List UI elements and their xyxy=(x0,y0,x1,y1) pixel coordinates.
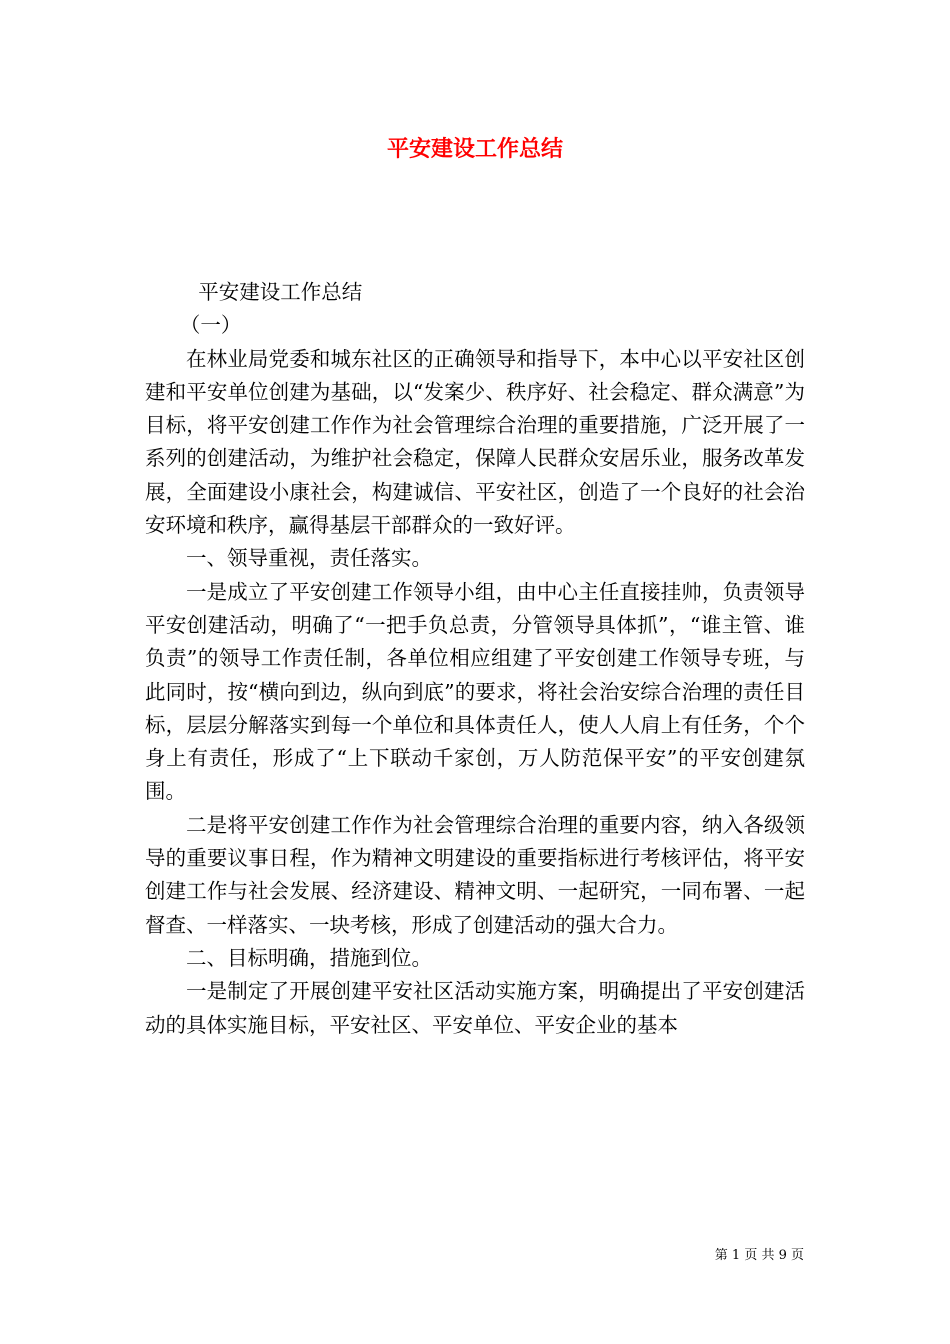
page-number: 第 1 页 共 9 页 xyxy=(714,1248,804,1263)
document-subtitle: 平安建设工作总结 xyxy=(198,280,363,304)
document-title: 平安建设工作总结 xyxy=(386,136,563,162)
document-body xyxy=(145,276,805,1042)
section-heading: 一、领导重视，责任落实。 xyxy=(186,546,432,571)
paragraph: 二是将平安创建工作作为社会管理综合治理的重要内容，纳入各级领导的重要议事日程，作为精神文明建设的重要指标进行考核评估，将平安创建工作与社会发展、经济建设、精神文明、一起研究，一同布署、一起督查、一样落实、一块考核，形成了创建活动的强大合力。 xyxy=(145,812,805,937)
section-mark: （一） xyxy=(179,313,242,338)
paragraph: 一是制定了开展创建平安社区活动实施方案，明确提出了平安创建活动的具体实施目标，平安社区、平安单位、平安企业的基本 xyxy=(145,979,805,1037)
paragraph: 一是成立了平安创建工作领导小组，由中心主任直接挂帅，负责领导平安创建活动，明确了“一把手负总责，分管领导具体抓”，“谁主管、谁负责”的领导工作责任制，各单位相应组建了平安创建工作领导专班，与此同时，按“横向到边，纵向到底”的要求，将社会治安综合治理的责任目标，层层分解落实到每一个单位和具体责任人，使人人肩上有任务，个个身上有责任，形成了“上下联动千家创，万人防范保平安”的平安创建氛围。 xyxy=(145,579,805,804)
paragraph: 在林业局党委和城东社区的正确领导和指导下，本中心以平安社区创建和平安单位创建为基础，以“发案少、秩序好、社会稳定、群众满意”为目标，将平安创建工作作为社会管理综合治理的重要措施，广泛开展了一系列的创建活动，为维护社会稳定，保障人民群众安居乐业，服务改革发展，全面建设小康社会，构建诚信、平安社区，创造了一个良好的社会治安环境和秩序，赢得基层干部群众的一致好评。 xyxy=(145,346,805,538)
section-heading: 二、目标明确，措施到位。 xyxy=(186,945,432,970)
